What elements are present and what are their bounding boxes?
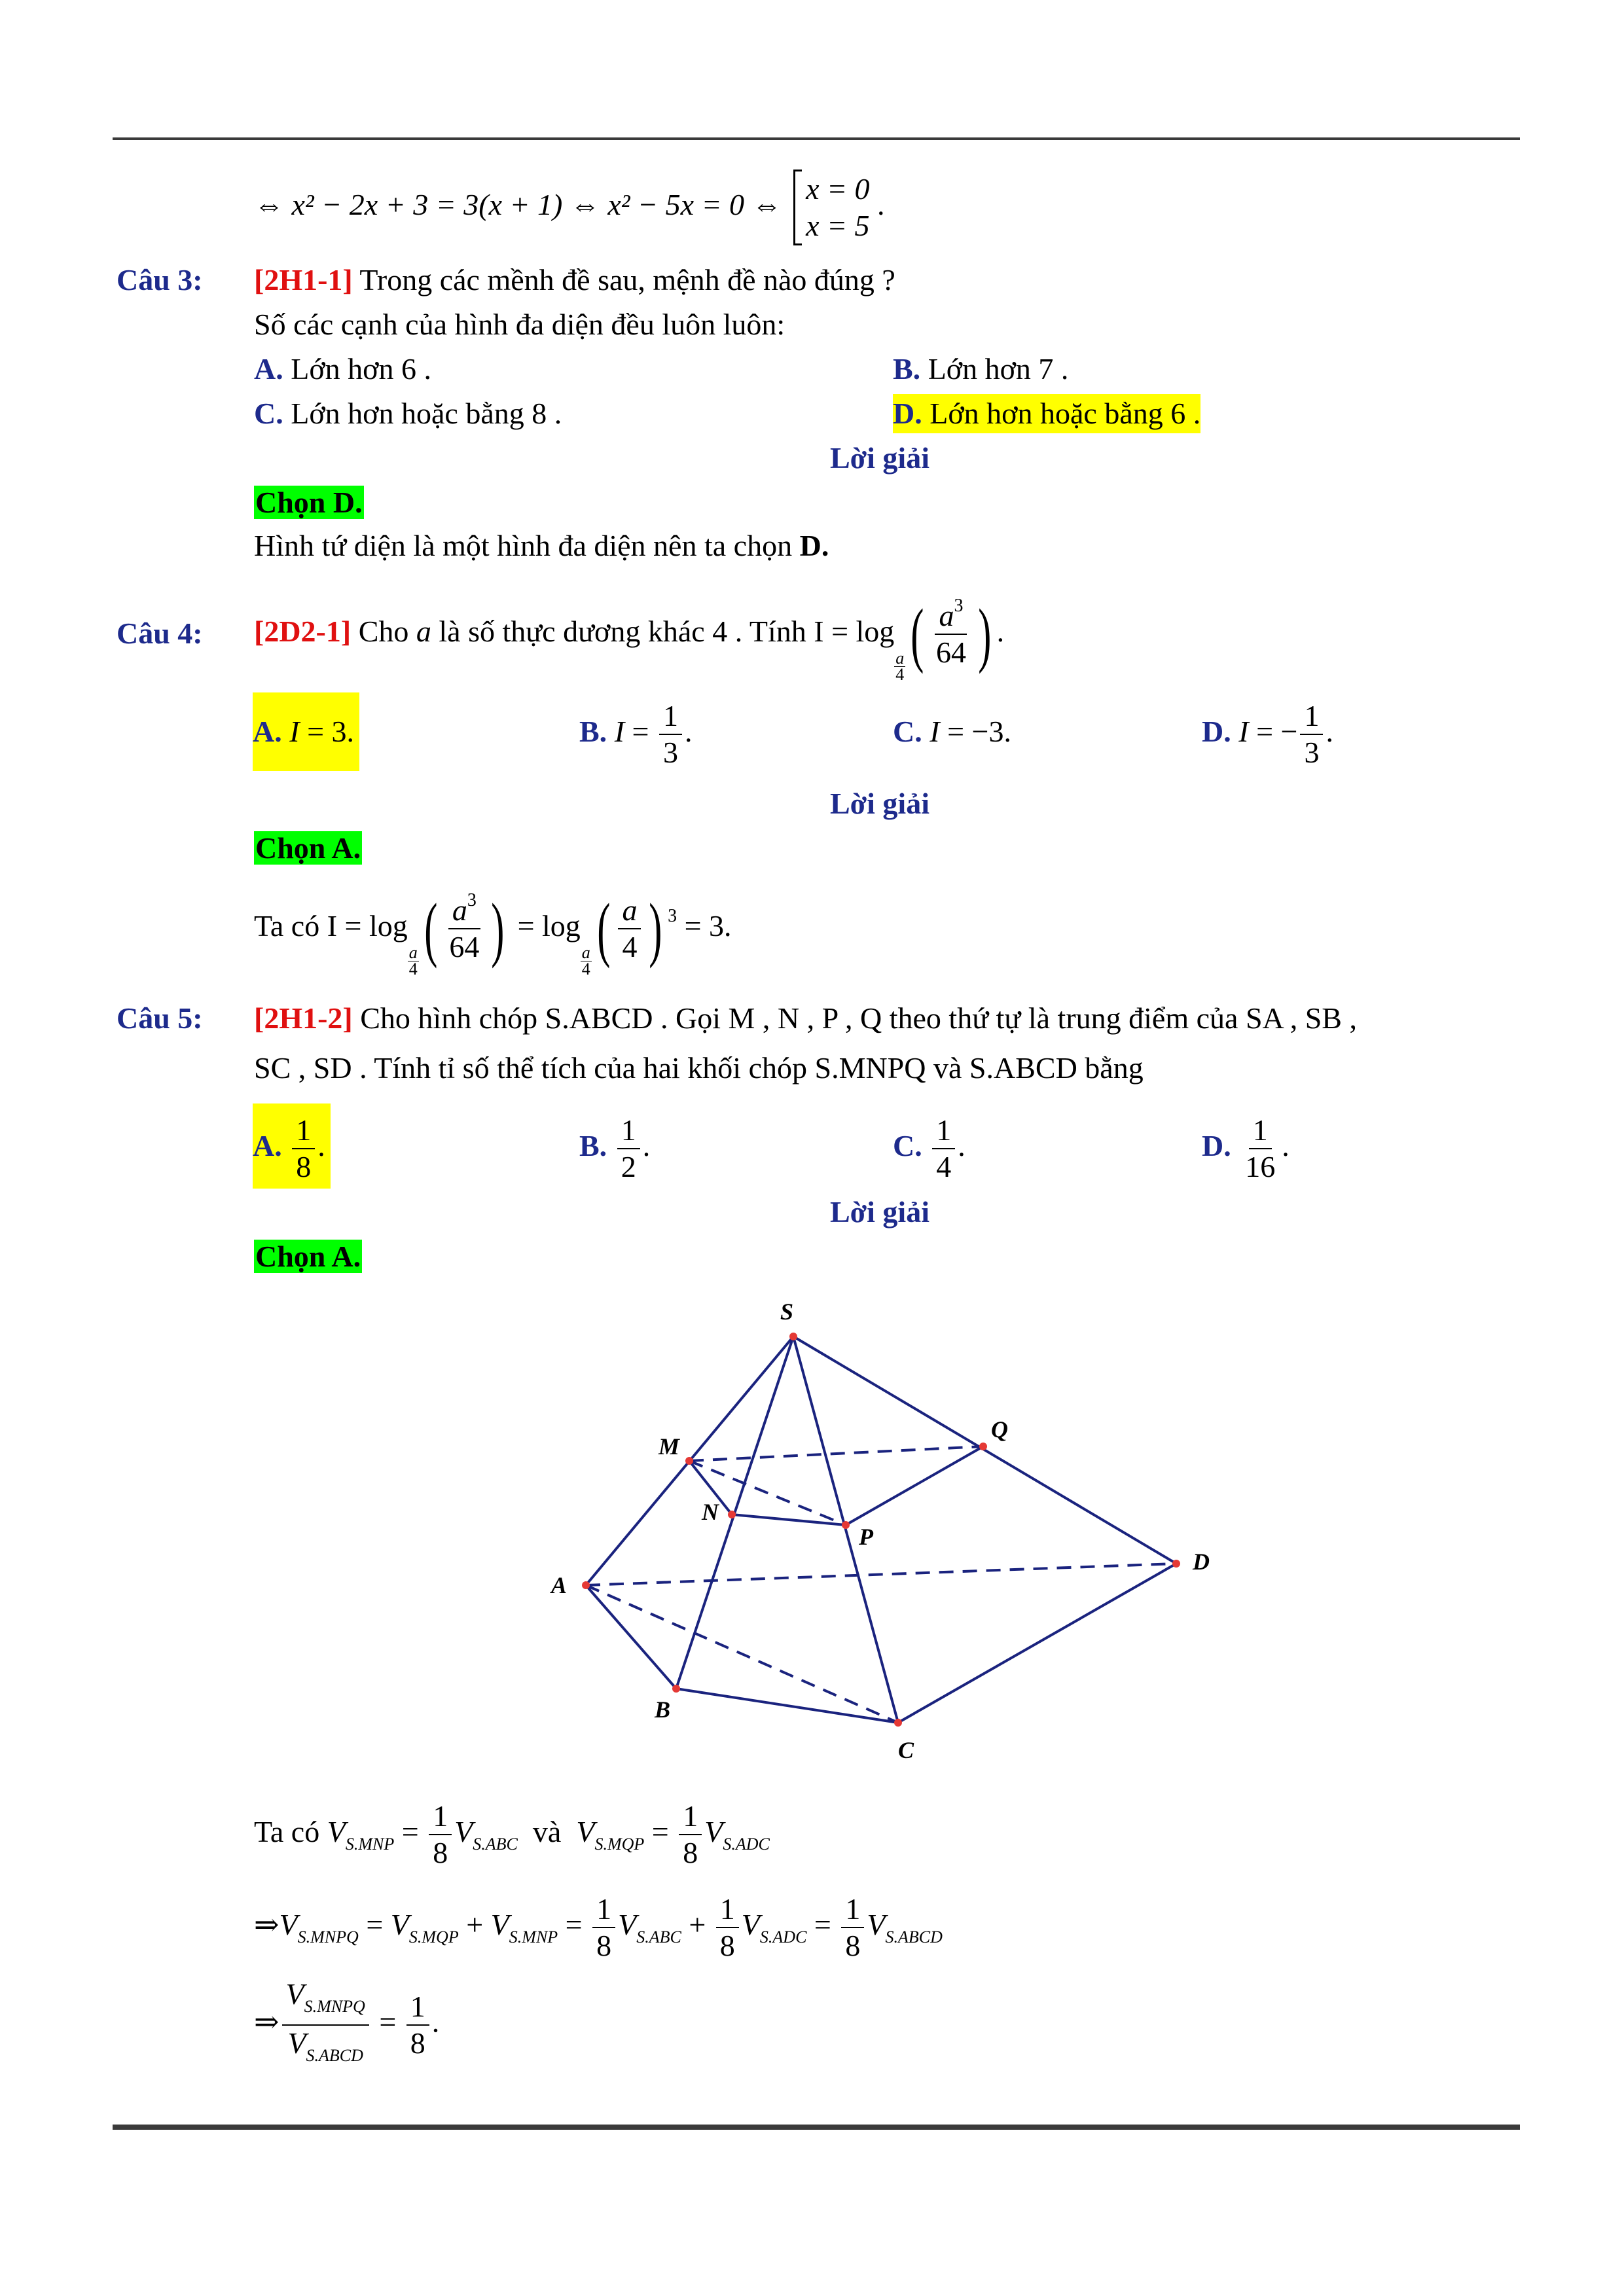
question-label: Câu 3:: [117, 263, 203, 296]
option-text: Lớn hơn hoặc bằng 8 .: [291, 397, 562, 430]
option-letter: B.: [579, 715, 607, 748]
formula-line-2: $\Rightarrow V_{S.MNPQ} = V_{S.MQP} + V_{S.MNP}$ = $\frac{1}{8}$ $V_{S.ABC}$ + $\frac{1}{8}$ $V_{S.ADC}$ = $\frac{1}{8}$ $V_{S.ABCD}$: [254, 1892, 943, 1963]
header-equation-lhs: ⇔ x² − 2x + 3 = 3(x + 1) ⇔ x² − 5x = 0 ⇔: [254, 188, 782, 221]
option-letter: A.: [253, 1129, 282, 1162]
question-tag: [2H1-1]: [254, 263, 353, 296]
option-letter: B.: [893, 352, 921, 386]
point-B: [672, 1685, 680, 1693]
option-c: C. $\frac{1}{4}$ .: [893, 1113, 965, 1184]
label-N: N: [702, 1499, 719, 1525]
solution-title: Lời giải: [830, 787, 929, 820]
label-Q: Q: [991, 1416, 1008, 1443]
label-B: B: [655, 1696, 671, 1723]
label-M: M: [659, 1433, 680, 1460]
question-label: Câu 4:: [117, 617, 203, 650]
label-D: D: [1193, 1549, 1210, 1575]
label-S: S: [780, 1299, 794, 1325]
option-letter: C.: [893, 1129, 922, 1162]
option-letter: A.: [254, 352, 283, 386]
option-letter: C.: [893, 715, 922, 748]
option-d: D. $\frac{1}{16}$ .: [1202, 1113, 1290, 1184]
solution-title: Lời giải: [830, 1195, 929, 1229]
formula-line-3: ⇒ $\frac{V_{S.MNPQ}}{V_{S.ABCD}}$ = $\frac{1}{8}$ .: [254, 1977, 440, 2065]
fraction-den: 16: [1245, 1150, 1276, 1184]
fraction-num: 1: [932, 1113, 955, 1149]
fraction-num: 1: [1249, 1113, 1272, 1149]
point-C: [894, 1719, 902, 1727]
question-tag: [2H1-2]: [254, 1001, 353, 1035]
point-P: [842, 1521, 850, 1529]
option-text: Lớn hơn 6 .: [291, 352, 431, 386]
fraction-den: 4: [936, 1150, 952, 1184]
fraction-num: 1: [292, 1113, 315, 1149]
label-C: C: [898, 1737, 914, 1763]
explanation-text: Hình tứ diện là một hình đa diện nên ta chọn: [254, 529, 793, 562]
formula-line-1: Ta có $V_{S.MNP}$ = $\frac{1}{8}$ $V_{S.ABC}$ và $V_{S.MQP}$ = $\frac{1}{8}$ $V_{S.ADC}$: [254, 1799, 770, 1870]
case-2: x = 5: [806, 209, 870, 243]
option-text: Lớn hơn hoặc bằng 6 .: [929, 397, 1201, 430]
fraction-den: 2: [621, 1150, 636, 1184]
question-text: Trong các mềnh đề sau, mệnh đề nào đúng ?: [359, 263, 895, 296]
fraction-den: 8: [296, 1150, 312, 1184]
question-text: là số thực dương khác 4 . Tính: [439, 615, 806, 648]
explanation-bold: D.: [799, 529, 829, 562]
label-A: A: [551, 1572, 568, 1598]
hidden-edges: [586, 1446, 1176, 1723]
edge-SC: [793, 1336, 898, 1723]
choice-badge: Chọn A.: [255, 1240, 361, 1273]
option-text: Lớn hơn 7 .: [928, 352, 1069, 386]
point-Q: [979, 1443, 987, 1450]
point-D: [1172, 1560, 1180, 1568]
log-expression: I = log $\frac{a}{4}$ ( $\frac{a^3}{64}$ ) .: [814, 594, 1005, 684]
option-a-highlighted: A. $\frac{1}{8}$ .: [253, 1103, 331, 1189]
edge-AD: [586, 1564, 1176, 1585]
question-text: Cho hình chóp S.ABCD . Gọi M , N , P , Q theo thứ tự là trung điểm của SA , SB ,: [360, 1001, 1357, 1035]
point-labels: [550, 1299, 1210, 1763]
point-S: [789, 1333, 797, 1340]
fraction-num: 1: [617, 1113, 640, 1149]
option-a-highlighted: A. I = 3.: [253, 692, 359, 771]
edge-AC: [586, 1585, 898, 1723]
edge-CD: [898, 1564, 1176, 1723]
point-A: [582, 1581, 590, 1589]
footer-rule: [113, 2125, 1520, 2130]
question-text: Cho: [358, 615, 409, 648]
edge-AB: [586, 1585, 676, 1689]
question-text-2: Số các cạnh của hình đa diện đều luôn luôn:: [254, 308, 785, 341]
option-d: D. I = − $\frac{1}{3}$ .: [1202, 699, 1333, 770]
option-letter: A.: [253, 715, 282, 748]
option-c: C. I = −3.: [893, 715, 1011, 748]
header-equation: ⇔ x² − 2x + 3 = 3(x + 1) ⇔ x² − 5x = 0 ⇔ x = 0 x = 5 .: [254, 162, 885, 247]
point-N: [728, 1511, 736, 1518]
choice-badge: Chọn D.: [255, 486, 363, 519]
explanation-text: Ta có: [254, 909, 320, 942]
figure-edges: [586, 1336, 1176, 1723]
question-text-2: SC , SD . Tính tỉ số thể tích của hai khối chóp S.MNPQ và S.ABCD bằng: [254, 1051, 1144, 1085]
edge-NP: [732, 1515, 846, 1525]
solution-title: Lời giải: [830, 441, 929, 475]
option-letter: C.: [254, 397, 283, 430]
question-tag: [2D2-1]: [254, 615, 352, 648]
choice-badge: Chọn A.: [255, 831, 361, 865]
edge-BC: [676, 1689, 898, 1723]
label-P: P: [859, 1524, 873, 1550]
and-word: và: [532, 1815, 562, 1848]
explanation-text: Ta có: [254, 1815, 320, 1848]
edge-PQ: [846, 1446, 983, 1525]
option-letter: B.: [579, 1129, 607, 1162]
option-letter: D.: [1202, 715, 1231, 748]
point-M: [685, 1457, 693, 1465]
question-label: Câu 5:: [117, 1001, 203, 1035]
variable-a: a: [416, 615, 431, 648]
edge-SD: [793, 1336, 1176, 1564]
option-math: I: [289, 715, 300, 748]
option-letter: D.: [1202, 1129, 1231, 1162]
case-1: x = 0: [806, 172, 870, 206]
figure-points: [582, 1333, 1180, 1727]
explanation-math: I = log $\frac{a}{4}$ ( $\frac{a^3}{64}$ ) = log $\frac{a}{4}$ ( $\frac{a}{4}$ ) $^3$ = 3.: [327, 889, 732, 978]
edge-MQ: [689, 1446, 983, 1461]
option-b: B. I = $\frac{1}{3}$ .: [579, 699, 693, 770]
option-b: B. $\frac{1}{2}$ .: [579, 1113, 651, 1184]
option-letter: D.: [893, 397, 922, 430]
